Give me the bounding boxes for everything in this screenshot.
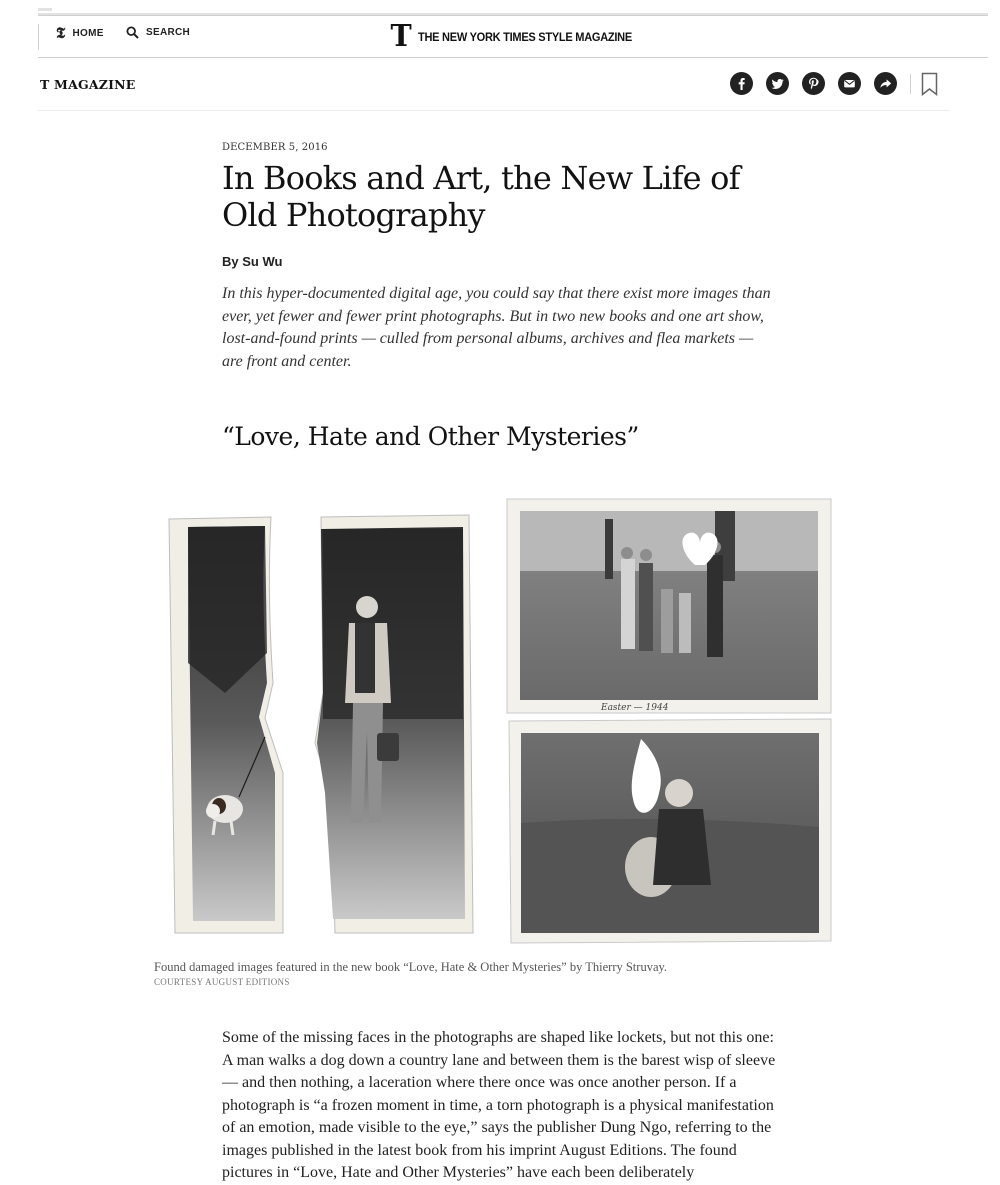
article-headline: In Books and Art, the New Life of Old Photography — [222, 159, 740, 234]
brand-title: THE NEW YORK TIMES STYLE MAGAZINE — [418, 30, 633, 44]
facebook-icon — [735, 77, 748, 90]
article-summary: In this hyper-documented digital age, you could say that there exist more images than ever, yet fewer and fewer print photographs. But in two new books and one art show, lost-and-found prints — culled from personal albums, archives and flea markets — are front and center. — [222, 285, 771, 370]
article-photo[interactable] — [155, 493, 845, 953]
search-label: SEARCH — [146, 27, 191, 38]
share-facebook-button[interactable] — [730, 72, 753, 95]
masthead-divider — [38, 24, 39, 50]
share-email-button[interactable] — [838, 72, 861, 95]
section-label[interactable]: T MAGAZINE — [40, 77, 136, 92]
search-button[interactable] — [126, 26, 190, 39]
photo-credit: COURTESY AUGUST EDITIONS — [154, 977, 290, 987]
brand-letter: T — [390, 19, 412, 54]
home-label: HOME — [72, 28, 104, 39]
section-heading: “Love, Hate and Other Mysteries” — [222, 422, 639, 451]
email-icon — [843, 77, 856, 90]
share-more-button[interactable] — [874, 72, 897, 95]
share-twitter-button[interactable] — [766, 72, 789, 95]
photo-caption: Found damaged images featured in the new book “Love, Hate & Other Mysteries” by Thierry Struvay. — [154, 960, 668, 974]
share-pinterest-button[interactable] — [802, 72, 825, 95]
twitter-icon — [771, 77, 784, 90]
share-divider — [910, 74, 911, 94]
photo-inscription: Easter — 1944 — [601, 703, 669, 713]
t-magazine-logo[interactable] — [390, 19, 651, 54]
torn-photo-dog-walker — [169, 517, 283, 933]
article-body: Some of the missing faces in the photographs are shaped like lockets, but not this one: A man walks a dog down a country lane and between them is the barest wisp of sleeve — and then nothing, a laceration where there once was once another person. If a photograph is “a frozen moment in time, a torn photograph is a physical manifestation of an emotion, made visible to the eye,” says the publisher Dung Ngo, referring to the images published in the latest book from his imprint August Editions. The found pictures in “Love, Hate and Other Mysteries” have each been deliberately — [222, 1029, 776, 1181]
masthead — [38, 15, 988, 58]
pinterest-icon — [807, 77, 820, 90]
photo-family-easter-1944 — [507, 499, 831, 713]
share-icon — [879, 77, 892, 90]
article-date: DECEMBER 5, 2016 — [222, 142, 328, 153]
photo-women-by-river — [509, 719, 831, 943]
nyt-logo-icon: 𝕿 — [56, 24, 66, 42]
byline[interactable]: By Su Wu — [222, 254, 283, 269]
home-link[interactable] — [56, 26, 104, 41]
search-icon — [126, 26, 139, 39]
torn-photo-walking-man — [315, 515, 473, 933]
bookmark-icon[interactable] — [921, 72, 938, 96]
top-edge-mark — [38, 8, 52, 11]
section-header — [38, 58, 950, 111]
